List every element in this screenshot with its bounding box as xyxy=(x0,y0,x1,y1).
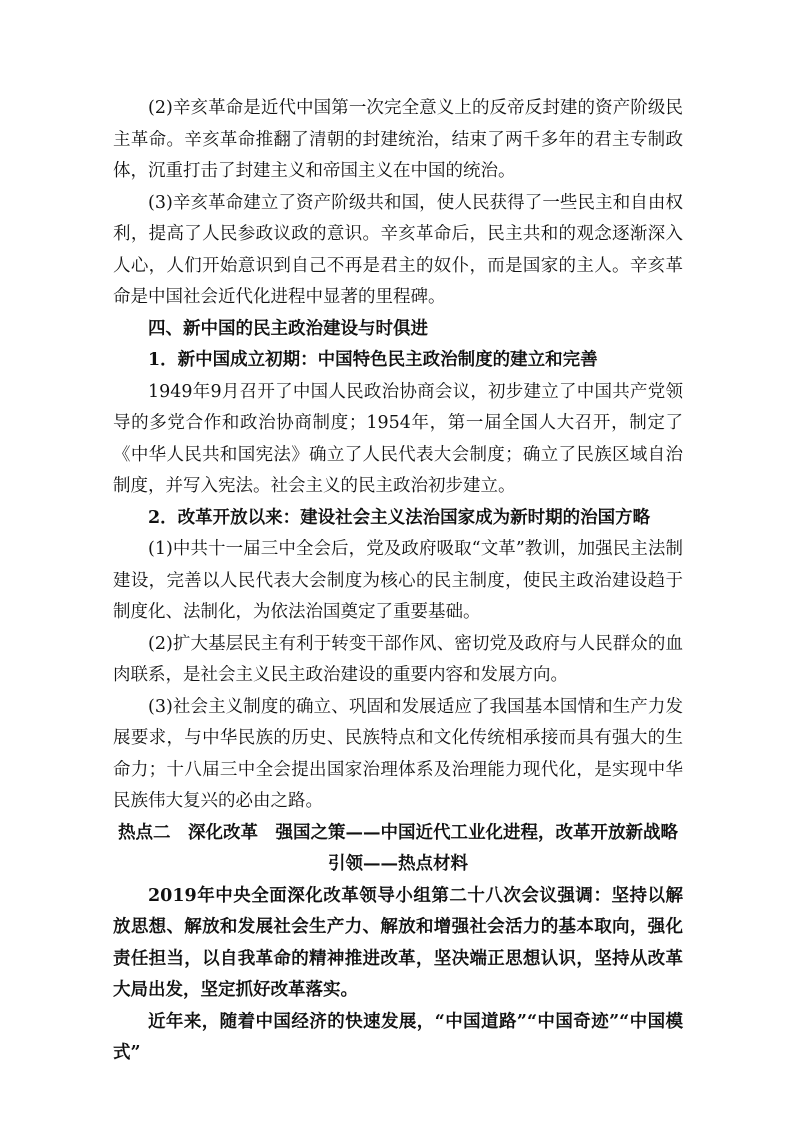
subheading-4-2: 2．改革开放以来：建设社会主义法治国家成为新时期的治国方略 xyxy=(148,507,651,528)
paragraph-xinhai-3: (3)辛亥革命建立了资产阶级共和国，使人民获得了一些民主和自由权利，提高了人民参政议政的意识。辛亥革命后，民主共和的观念逐渐深入人心，人们开始意识到自己不再是君主的奴仆，而是国家的主人。辛亥革命是中国社会近代化进程中显著的里程碑。 xyxy=(113,192,683,307)
section-heading-4: 四、新中国的民主政治建设与时俱进 xyxy=(148,318,428,339)
paragraph-reform-1: (1)中共十一届三中全会后，党及政府吸取“文革”教训，加强民主法制建设，完善以人民代表大会制度为核心的民主制度，使民主政治建设趋于制度化、法制化，为依法治国奠定了重要基础。 xyxy=(113,539,683,622)
paragraph-recent-years: 近年来，随着中国经济的快速发展，“中国道路”“中国奇迹”“中国模式” xyxy=(113,1011,683,1063)
subheading-4-1: 1．新中国成立初期：中国特色民主政治制度的建立和完善 xyxy=(148,350,598,370)
hotspot-title: 热点二 深化改革 强国之策——中国近代工业化进程，改革开放新战略 xyxy=(118,822,678,843)
paragraph-2019: 2019年中央全面深化改革领导小组第二十八次会议强调：坚持以解放思想、解放和发展社会生产力、解放和增强社会活力的基本取向，强化责任担当，以自我革命的精神推进改革，坚决端正思想认识，坚持从改革大局出发，坚定抓好改革落实。 xyxy=(113,885,683,1000)
hotspot-subtitle: 引领——热点材料 xyxy=(328,854,468,874)
paragraph-1949: 1949年9月召开了中国人民政治协商会议，初步建立了中国共产党领导的多党合作和政治协商制度；1954年，第一届全国人大召开，制定了《中华人民共和国宪法》确立了人民代表大会制度；确立了民族区域自治制度，并写入宪法。社会主义的民主政治初步建立。 xyxy=(113,381,683,496)
paragraph-xinhai-2: (2)辛亥革命是近代中国第一次完全意义上的反帝反封建的资产阶级民主革命。辛亥革命推翻了清朝的封建统治，结束了两千多年的君主专制政体，沉重打击了封建主义和帝国主义在中国的统治。 xyxy=(113,98,683,181)
paragraph-reform-2: (2)扩大基层民主有利于转变干部作风、密切党及政府与人民群众的血肉联系，是社会主义民主政治建设的重要内容和发展方向。 xyxy=(113,633,683,685)
document-body xyxy=(113,93,683,1070)
paragraph-reform-3: (3)社会主义制度的确立、巩固和发展适应了我国基本国情和生产力发展要求，与中华民族的历史、民族特点和文化传统相承接而具有强大的生命力；十八届三中全会提出国家治理体系及治理能力现代化，是实现中华民族伟大复兴的必由之路。 xyxy=(113,696,683,811)
